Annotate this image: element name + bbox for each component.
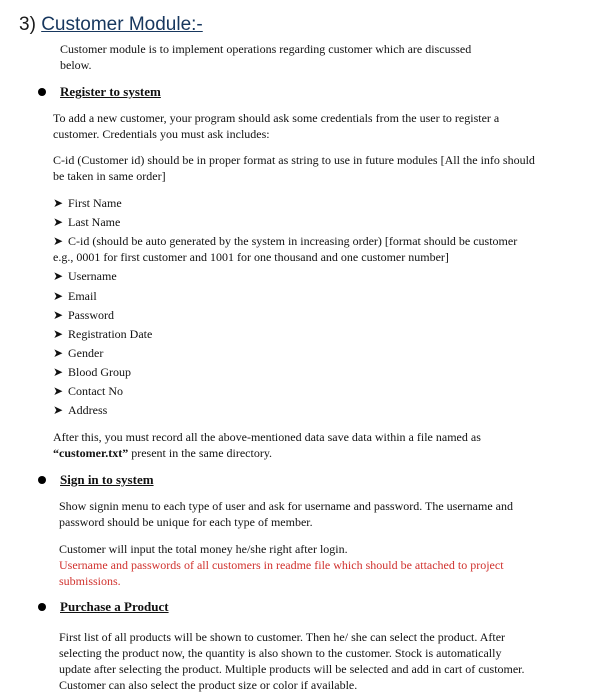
- bullet-icon: [38, 603, 46, 611]
- list-item: ➤ Email: [53, 289, 97, 303]
- signin-note-line-1: Username and passwords of all customers in readme file which should be attached to project: [59, 558, 504, 572]
- register-heading: Register to system: [60, 84, 161, 99]
- list-item: ➤ Gender: [53, 346, 104, 360]
- filename: “customer.txt”: [53, 446, 129, 460]
- purchase-heading: Purchase a Product: [60, 599, 169, 614]
- section-number: 3): [19, 14, 36, 35]
- list-item: ➤ Contact No: [53, 384, 123, 398]
- after-line-1: After this, you must record all the above-mentioned data save data within a file named as: [53, 430, 481, 444]
- bullet-icon: [38, 476, 46, 484]
- list-item: ➤ Last Name: [53, 215, 121, 229]
- intro-line-2: below.: [60, 58, 92, 72]
- purchase-line-2: selecting the product now, the quantity is also shown to the customer. Stock is automatically: [59, 646, 502, 660]
- list-item: ➤ Address: [53, 403, 108, 417]
- arrow-icon: ➤: [53, 365, 64, 379]
- register-para-2-line-2: be taken in same order]: [53, 169, 166, 183]
- list-item-continuation: e.g., 0001 for first customer and 1001 for one thousand and one customer number]: [53, 250, 449, 264]
- purchase-line-3: update after selecting the product. Multiple products will be selected and add in cart of customer.: [59, 662, 525, 676]
- register-para-2-line-1: C-id (Customer id) should be in proper format as string to use in future modules [All the info should: [53, 153, 535, 167]
- list-item: ➤ Password: [53, 308, 115, 322]
- arrow-icon: ➤: [53, 384, 64, 398]
- signin-heading-row: [38, 472, 338, 490]
- list-item: ➤ C-id (should be auto generated by the system in increasing order) [format should be customer: [53, 234, 518, 248]
- arrow-icon: ➤: [53, 346, 64, 360]
- purchase-line-1: First list of all products will be shown to customer. Then he/ she can select the product. After: [59, 630, 506, 644]
- arrow-icon: ➤: [53, 234, 64, 248]
- arrow-icon: ➤: [53, 269, 64, 283]
- section-title: Customer Module:-: [41, 14, 203, 35]
- register-heading-row: [38, 84, 338, 102]
- list-item: ➤ Username: [53, 269, 117, 283]
- arrow-icon: ➤: [53, 289, 64, 303]
- list-item: ➤ Blood Group: [53, 365, 131, 379]
- after-line-2: “customer.txt” present in the same directory.: [53, 446, 273, 460]
- arrow-icon: ➤: [53, 327, 64, 341]
- list-item: ➤ Registration Date: [53, 327, 153, 341]
- signin-para-1-line-1: Show signin menu to each type of user and ask for username and password. The username and: [59, 499, 513, 513]
- purchase-heading-row: [38, 599, 338, 617]
- register-para-1-line-2: customer. Credentials you must ask includes:: [53, 127, 270, 141]
- bullet-icon: [38, 88, 46, 96]
- signin-para-2: Customer will input the total money he/she right after login.: [59, 542, 348, 556]
- arrow-icon: ➤: [53, 196, 64, 210]
- signin-para-1-line-2: password should be unique for each type of member.: [59, 515, 313, 529]
- list-item: ➤ First Name: [53, 196, 122, 210]
- signin-heading: Sign in to system: [60, 472, 154, 487]
- signin-note-line-2: submissions.: [59, 574, 121, 588]
- section-heading: [19, 14, 203, 36]
- arrow-icon: ➤: [53, 215, 64, 229]
- intro-line-1: Customer module is to implement operations regarding customer which are discussed: [60, 42, 472, 56]
- arrow-icon: ➤: [53, 308, 64, 322]
- register-para-1-line-1: To add a new customer, your program should ask some credentials from the user to register a: [53, 111, 500, 125]
- arrow-icon: ➤: [53, 403, 64, 417]
- purchase-line-4: Customer can also select the product size or color if available.: [59, 678, 358, 692]
